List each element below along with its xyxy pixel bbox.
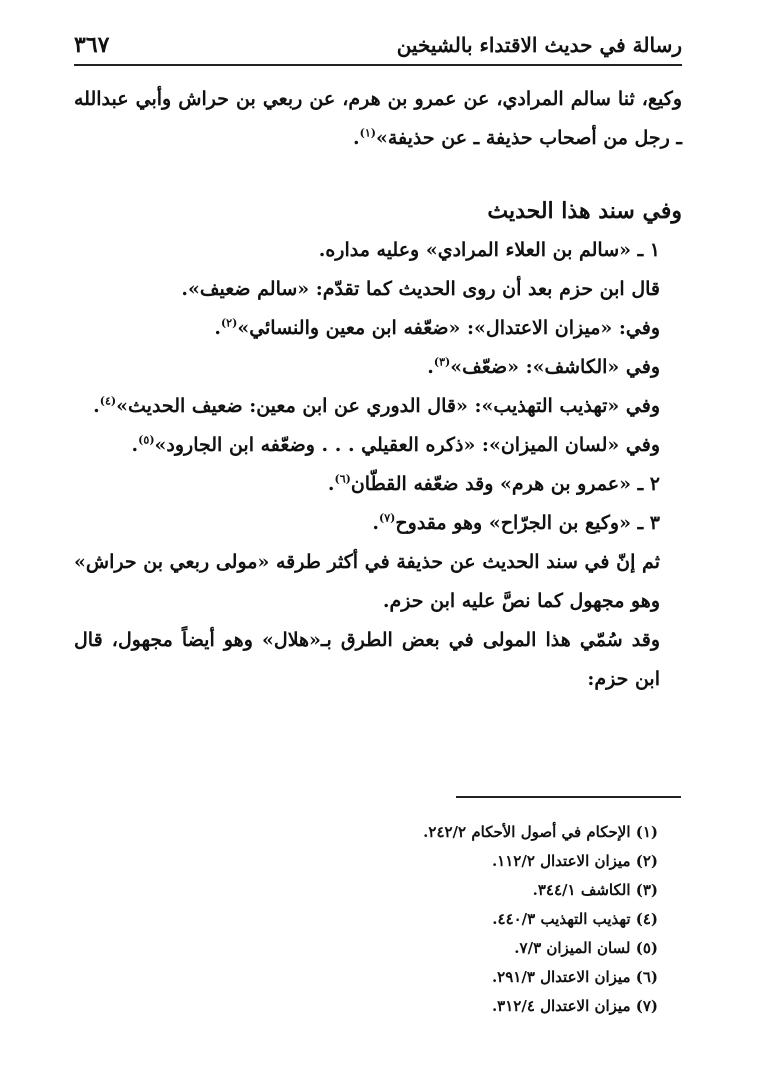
item-1-tahdhib: وفي «تهذيب التهذيب»: «قال الدوري عن ابن معين: ضعيف الحديث»$^{(٤)}$.: [93, 394, 660, 417]
section-heading: وفي سند هذا الحديث: [487, 198, 682, 224]
item-1-ibn-hazm: قال ابن حزم بعد أن روى الحديث كما تقدّم: «سالم ضعيف».: [181, 278, 660, 300]
footnote-ref-2: (٢): [220, 316, 238, 330]
item-1-lisan-text: وفي «لسان الميزان»: «ذكره العقيلي . . . وضعّفه ابن الجارود»: [154, 434, 660, 456]
footnote-separator: [456, 796, 681, 798]
footnote-3: (٣) الكاشف ٣٤٤/١.: [532, 881, 658, 899]
item-3-text: ٣ ـ «وكيع بن الجرّاح» وهو مقدوح: [395, 512, 660, 534]
footnote-4: (٤) تهذيب التهذيب ٤٤٠/٣.: [492, 910, 658, 928]
footnote-ref-6: (٦): [334, 472, 351, 486]
item-1-mizan: وفي: «ميزان الاعتدال»: «ضعّفه ابن معين والنسائي»$^{(٢)}$.: [214, 316, 660, 339]
item-2-text: ٢ ـ «عمرو بن هرم» وقد ضعّفه القطّان: [350, 473, 660, 495]
footnote-5: (٥) لسان الميزان ٧/٣.: [514, 939, 658, 957]
main-text: [74, 80, 682, 699]
intro-paragraph: وكيع، ثنا سالم المرادي، عن عمرو بن هرم، عن ربعي بن حراش وأبي عبدالله ـ رجل من أصحاب حذيفة ـ عن حذيفة»$^{(١)}$.: [74, 88, 682, 149]
item-2: ٢ ـ «عمرو بن هرم» وقد ضعّفه القطّان$^{(٦)}$.: [327, 472, 660, 495]
intro-text: وكيع، ثنا سالم المرادي، عن عمرو بن هرم، عن ربعي بن حراش وأبي عبدالله ـ رجل من أصحاب حذيفة ـ عن حذيفة»: [74, 88, 682, 149]
paragraph-mawla: ثم إنّ في سند الحديث عن حذيفة في أكثر طرقه «مولى ربعي بن حراش» وهو مجهول كما نصَّ عليه ابن حزم.: [74, 551, 660, 612]
item-1-tahdhib-text: وفي «تهذيب التهذيب»: «قال الدوري عن ابن معين: ضعيف الحديث»: [116, 395, 660, 417]
item-1-lisan: وفي «لسان الميزان»: «ذكره العقيلي . . . وضعّفه ابن الجارود»$^{(٥)}$.: [131, 433, 660, 456]
running-title: رسالة في حديث الاقتداء بالشيخين: [396, 33, 682, 57]
footnote-ref-4: (٤): [99, 394, 117, 408]
item-1-kashif: وفي «الكاشف»: «ضعّف»$^{(٣)}$.: [427, 355, 660, 378]
footnote-ref-3: (٣): [433, 355, 451, 369]
footnote-1: (١) الإحكام في أصول الأحكام ٢٤٢/٢.: [423, 823, 658, 841]
item-1-mizan-text: وفي: «ميزان الاعتدال»: «ضعّفه ابن معين والنسائي»: [237, 317, 660, 339]
footnote-6: (٦) ميزان الاعتدال ٢٩١/٣.: [491, 968, 658, 986]
item-1: ١ ـ «سالم بن العلاء المرادي» وعليه مداره.: [318, 239, 660, 261]
item-3: ٣ ـ «وكيع بن الجرّاح» وهو مقدوح$^{(٧)}$.: [372, 511, 660, 534]
footnotes: [74, 818, 682, 1021]
footnote-7: (٧) ميزان الاعتدال ٣١٢/٤.: [491, 997, 658, 1015]
page-number: ٣٦٧: [74, 32, 110, 58]
footnote-ref-7: (٧): [379, 511, 396, 525]
paragraph-hilal: وقد سُمّي هذا المولى في بعض الطرق بـ«هلال» وهو أيضاً مجهول، قال ابن حزم:: [74, 629, 660, 690]
footnote-ref-1: (١): [359, 126, 376, 140]
footnote-2: (٢) ميزان الاعتدال ١١٢/٢.: [491, 852, 658, 870]
page-header: [74, 32, 682, 66]
footnote-ref-5: (٥): [138, 433, 155, 447]
item-1-kashif-text: وفي «الكاشف»: «ضعّف»: [450, 356, 660, 378]
